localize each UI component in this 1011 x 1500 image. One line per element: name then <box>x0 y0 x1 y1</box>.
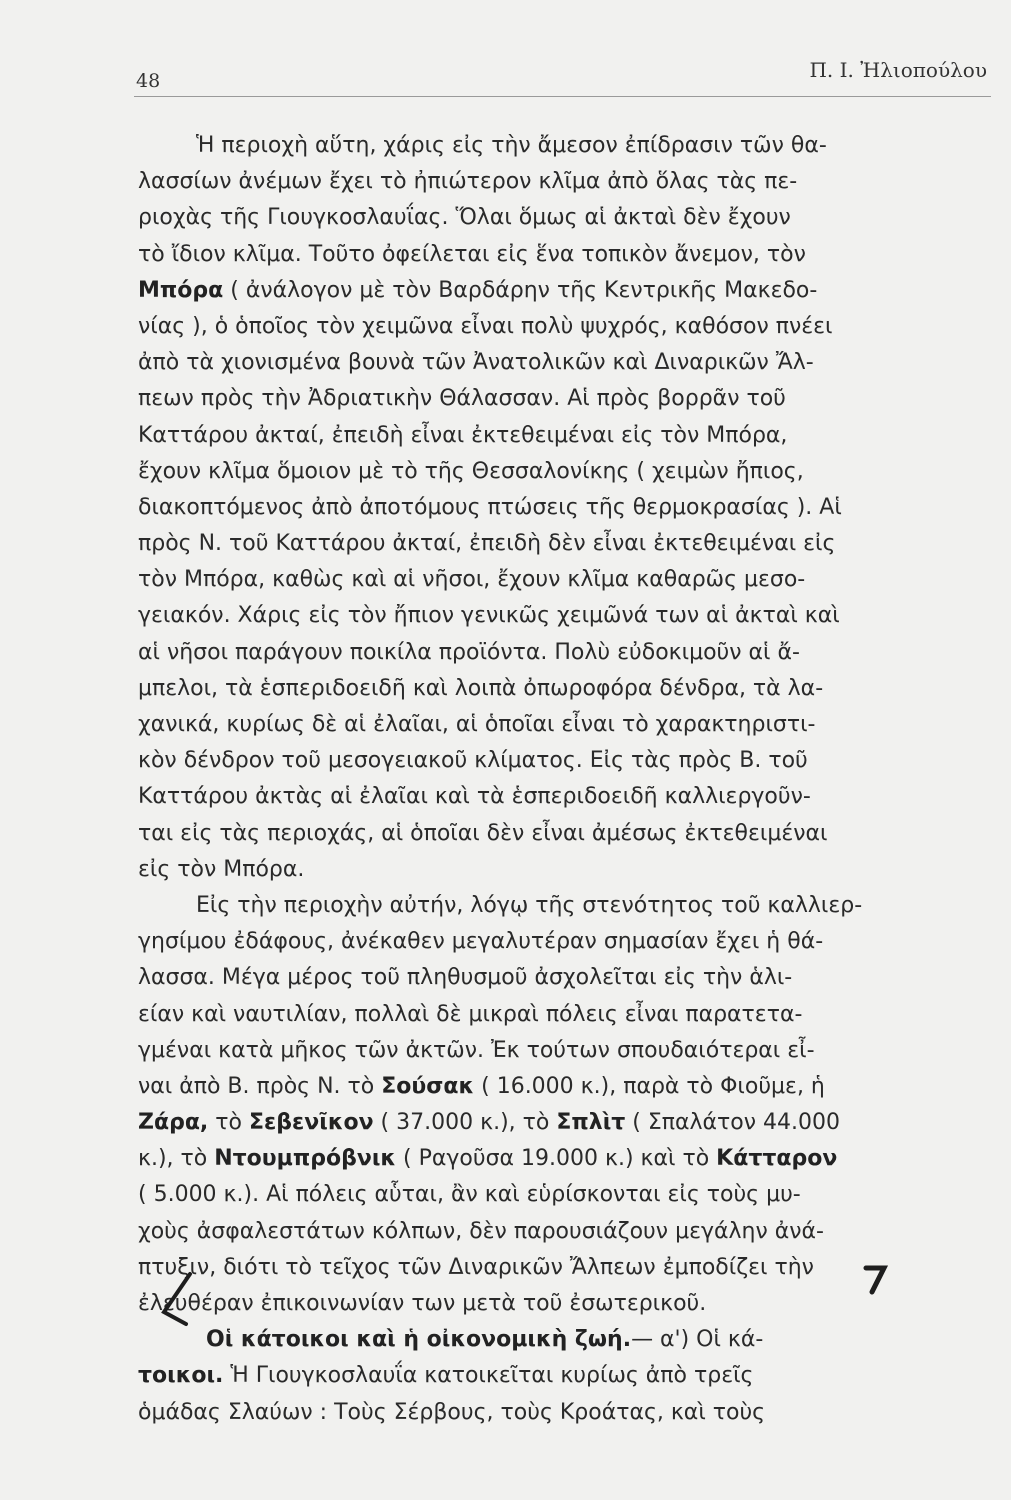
text-line: γησίμου ἐδάφους, ἀνέκαθεν μεγαλυτέραν σημασίαν ἔχει ἡ θά- <box>138 929 824 955</box>
text-line: τὸ ἴδιον κλῖμα. Τοῦτο ὀφείλεται εἰς ἕνα τοπικὸν ἄνεμον, τὸν <box>138 241 806 267</box>
text-line: τὸν Μπόρα, καθὼς καὶ αἱ νῆσοι, ἔχουν κλῖμα καθαρῶς μεσο- <box>138 567 806 593</box>
section-heading-line <box>138 1322 993 1358</box>
text-line <box>138 1069 993 1105</box>
body-text <box>138 128 993 1431</box>
bold-term: τοικοι. <box>138 1363 224 1389</box>
section-heading: Οἱ κάτοικοι καὶ ἡ οἰκονομικὴ ζωή. <box>206 1327 632 1353</box>
line-text: Ἡ Γιουγκοσλαυΐα κατοικεῖται κυρίως ἀπὸ τρεῖς <box>223 1363 754 1389</box>
text-line: πεων πρὸς τὴν Ἀδριατικὴν Θάλασσαν. Αἱ πρὸς βορρᾶν τοῦ <box>138 386 786 412</box>
text-line: Ἡ περιοχὴ αὕτη, χάρις εἰς τὴν ἄμεσον ἐπίδρασιν τῶν θα- <box>196 133 827 158</box>
text-line: εἰς τὸν Μπόρα. <box>138 856 305 882</box>
text-line <box>138 1105 993 1141</box>
text-line: διακοπτόμενος ἀπὸ ἀποτόμους πτώσεις τῆς θερμοκρασίας ). Αἱ <box>138 494 842 520</box>
text-line: πρὸς Ν. τοῦ Καττάρου ἀκταί, ἐπειδὴ δὲν εἶναι ἐκτεθειμέναι εἰς <box>138 531 836 557</box>
text-line: λασσα. Μέγα μέρος τοῦ πληθυσμοῦ ἀσχολεῖται εἰς τὴν ἁλι- <box>138 965 793 991</box>
text-line: είαν καὶ ναυτιλίαν, πολλαὶ δὲ μικραὶ πόλεις εἶναι παρατετα- <box>138 1001 803 1027</box>
text-line: ὁμάδας Σλαύων : Τοὺς Σέρβους, τοὺς Κροάτας, καὶ τοὺς <box>138 1399 766 1425</box>
text-line: ται εἰς τὰς περιοχάς, αἱ ὁποῖαι δὲν εἶναι ἀμέσως ἐκτεθειμέναι <box>138 820 828 846</box>
bold-place-name: Σπλὶτ <box>556 1110 626 1136</box>
page-number: 48 <box>136 70 161 92</box>
text-line: ἔχουν κλῖμα ὅμοιον μὲ τὸ τῆς Θεσσαλονίκης ( χειμὼν ἤπιος, <box>138 458 804 484</box>
bold-place-name: Κάτταρον <box>716 1146 838 1172</box>
text-line <box>138 1141 993 1177</box>
running-head: Π. Ι. Ἠλιοπούλου <box>809 58 987 82</box>
text-line: χανικά, κυρίως δὲ αἱ ἐλαῖαι, αἱ ὁποῖαι εἶναι τὸ χαρακτηριστι- <box>138 712 816 737</box>
bold-place-name: Σεβενῖκον <box>249 1110 374 1136</box>
text-line: Καττάρου ἀκταί, ἐπειδὴ εἶναι ἐκτεθειμέναι εἰς τὸν Μπόρα, <box>138 422 788 448</box>
line-text: κ.), τὸ <box>138 1146 215 1172</box>
text-line: γειακόν. Χάρις εἰς τὸν ἤπιον γενικῶς χειμῶνά των αἱ ἀκταὶ καὶ <box>138 603 840 629</box>
pen-arrow-icon <box>862 1262 890 1296</box>
text-line: κὸν δένδρον τοῦ μεσογειακοῦ κλίματος. Εἰς τὰς πρὸς Β. τοῦ <box>138 748 808 774</box>
pen-mark-icon <box>150 1268 210 1338</box>
text-line: μπελοι, τὰ ἑσπεριδοειδῆ καὶ λοιπὰ ὀπωροφόρα δένδρα, τὰ λα- <box>138 675 824 701</box>
text-line: αἱ νῆσοι παράγουν ποικίλα προϊόντα. Πολὺ εὐδοκιμοῦν αἱ ἄ- <box>138 639 800 665</box>
text-line: πτυξιν, διότι τὸ τεῖχος τῶν Διναρικῶν Ἄλπεων ἐμποδίζει τὴν <box>138 1254 814 1280</box>
line-text: ( Ραγοῦσα 19.000 κ.) καὶ τὸ <box>396 1146 717 1172</box>
bold-place-name: Ντουμπρόβνικ <box>214 1146 397 1172</box>
line-text: ( ἀνάλογον μὲ τὸν Βαρδάρην τῆς Κεντρικῆς Μακεδο- <box>223 277 818 303</box>
text-line <box>138 1358 993 1394</box>
text-line: γμέναι κατὰ μῆκος τῶν ἀκτῶν. Ἐκ τούτων σπουδαιότεραι εἶ- <box>138 1037 815 1063</box>
line-text: — α') Οἱ κά- <box>631 1327 764 1353</box>
line-text: ( 37.000 κ.), τὸ <box>373 1110 557 1136</box>
header-rule <box>134 96 991 97</box>
text-line: ( 5.000 κ.). Αἱ πόλεις αὗται, ἂν καὶ εὑρίσκονται εἰς τοὺς μυ- <box>138 1182 801 1208</box>
text-line: ἀπὸ τὰ χιονισμένα βουνὰ τῶν Ἀνατολικῶν καὶ Διναρικῶν Ἄλ- <box>138 350 814 376</box>
text-line: ἐλευθέραν ἐπικοινωνίαν των μετὰ τοῦ ἐσωτερικοῦ. <box>138 1291 707 1316</box>
text-line <box>138 273 993 309</box>
line-text: τὸ <box>208 1110 249 1136</box>
text-line: νίας ), ὁ ὁποῖος τὸν χειμῶνα εἶναι πολὺ ψυχρός, καθόσον πνέει <box>138 313 833 339</box>
text-line: ριοχὰς τῆς Γιουγκοσλαυΐας. Ὅλαι ὅμως αἱ ἀκταὶ δὲν ἔχουν <box>138 205 791 231</box>
line-text: ναι ἀπὸ Β. πρὸς Ν. τὸ <box>138 1073 382 1099</box>
bold-place-name: Σούσακ <box>381 1073 475 1099</box>
bold-place-name: Ζάρα, <box>138 1110 209 1136</box>
text-line: Καττάρου ἀκτὰς αἱ ἐλαῖαι καὶ τὰ ἑσπεριδοειδῆ καλλιεργοῦν- <box>138 784 811 810</box>
line-text: ( Σπαλάτον 44.000 <box>625 1110 841 1136</box>
line-text: ( 16.000 κ.), παρὰ τὸ Φιοῦμε, ἡ <box>474 1073 825 1099</box>
bold-term: Μπόρα <box>138 277 224 303</box>
text-line: χοὺς ἀσφαλεστάτων κόλπων, δὲν παρουσιάζουν μεγάλην ἀνά- <box>138 1218 824 1244</box>
text-line: Εἰς τὴν περιοχὴν αὐτήν, λόγῳ τῆς στενότητος τοῦ καλλιερ- <box>196 892 863 918</box>
text-line: λασσίων ἀνέμων ἔχει τὸ ἠπιώτερον κλῖμα ἀπὸ ὅλας τὰς πε- <box>138 169 798 195</box>
